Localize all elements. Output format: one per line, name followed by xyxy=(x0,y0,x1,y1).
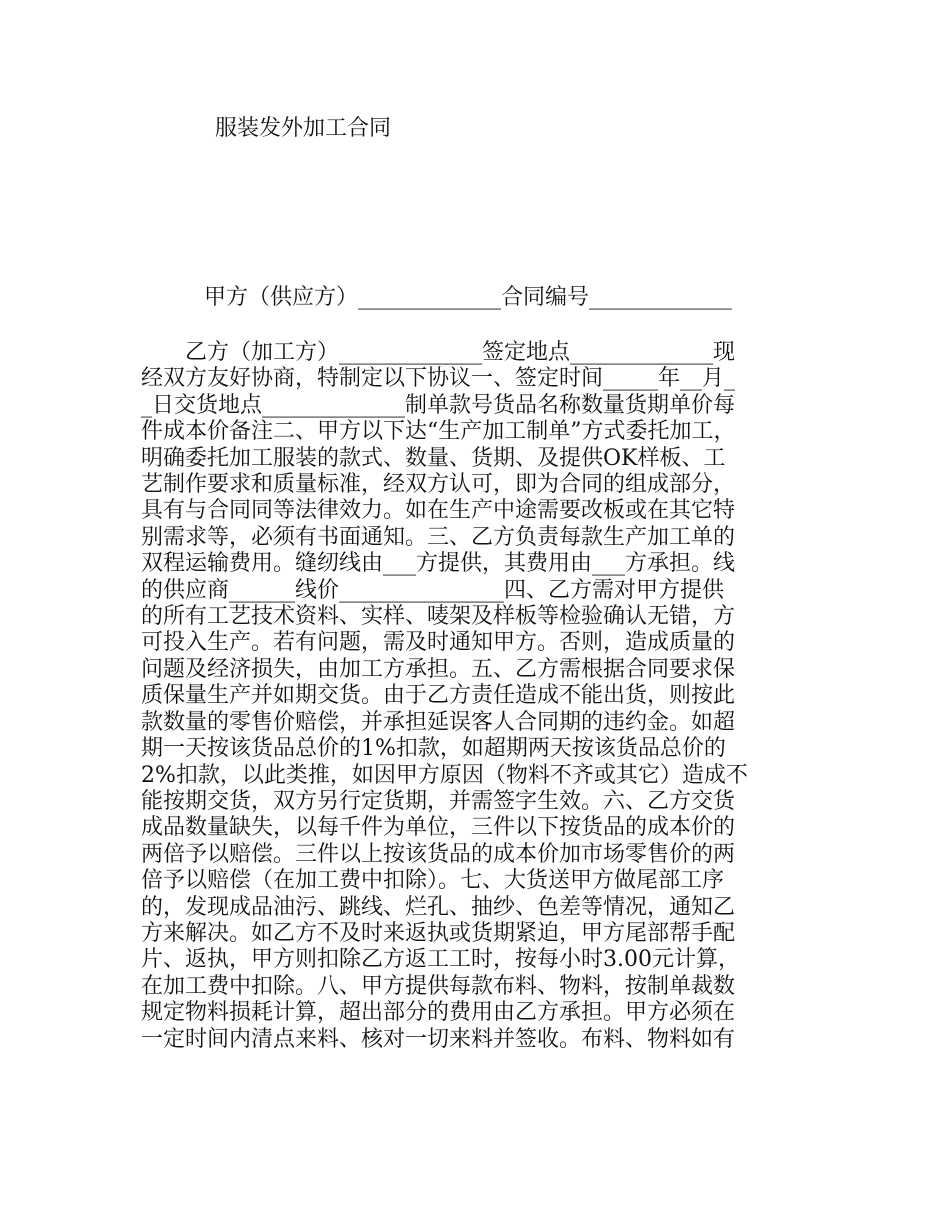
body-line: 双程运输费用。缝纫线由___方提供，其费用由___方承担。线 xyxy=(141,551,736,577)
body-line: 经双方友好协商，特制定以下协议一、签定时间_____年__月_ xyxy=(141,366,736,392)
body-line: 别需求等，必须有书面通知。三、乙方负责每款生产加工单的 xyxy=(141,524,736,550)
body-line: 质保量生产并如期交货。由于乙方责任造成不能出货，则按此 xyxy=(141,683,736,709)
body-line: 问题及经济损失，由加工方承担。五、乙方需根据合同要求保 xyxy=(141,656,736,682)
body-line: 规定物料损耗计算，超出部分的费用由乙方承担。甲方必须在 xyxy=(141,1000,736,1026)
body-line: 乙方（加工方）_____________签定地点_____________现 xyxy=(141,340,736,365)
body-line: 的供应商______线价_______________四、乙方需对甲方提供 xyxy=(141,577,725,603)
party-a-line: 甲方（供应方）_____________合同编号_____________ xyxy=(204,285,733,310)
body-line: 片、返执，甲方则扣除乙方返工工时，按每小时3.00元计算， xyxy=(141,947,740,973)
body-line: 两倍予以赔偿。三件以上按该货品的成本价加市场零售价的两 xyxy=(141,841,736,867)
body-line: 具有与合同同等法律效力。如在生产中途需要改板或在其它特 xyxy=(141,498,736,524)
body-line: 可投入生产。若有问题，需及时通知甲方。否则，造成质量的 xyxy=(141,630,736,656)
body-line: 艺制作要求和质量标准，经双方认可，即为合同的组成部分， xyxy=(141,472,736,498)
body-line: 一定时间内清点来料、核对一切来料并签收。布料、物料如有 xyxy=(141,1026,736,1052)
body-line: 在加工费中扣除。八、甲方提供每款布料、物料，按制单裁数 xyxy=(141,973,736,999)
body-line: 能按期交货，双方另行定货期，并需签字生效。六、乙方交货 xyxy=(141,788,736,814)
body-line: 件成本价备注二、甲方以下达“生产加工制单”方式委托加工， xyxy=(141,419,736,445)
body-line: 方来解决。如乙方不及时来返执或货期紧迫，甲方尾部帮手配 xyxy=(141,920,736,946)
body-line: 倍予以赔偿（在加工费中扣除）。七、大货送甲方做尾部工序 xyxy=(141,868,725,894)
body-line: 成品数量缺失，以每千件为单位，三件以下按货品的成本价的 xyxy=(141,815,736,841)
body-line: 2%扣款，以此类推，如因甲方原因（物料不齐或其它）造成不 xyxy=(141,762,748,788)
body-line: 的，发现成品油污、跳线、烂孔、抽纱、色差等情况，通知乙 xyxy=(141,894,736,920)
body-line: 款数量的零售价赔偿，并承担延误客人合同期的违约金。如超 xyxy=(141,709,736,735)
body-line: 的所有工艺技术资料、实样、唛架及样板等检验确认无错，方 xyxy=(141,604,736,630)
contract-body xyxy=(141,340,821,1053)
body-line: _日交货地点_____________制单款号货品名称数量货期单价每 xyxy=(141,392,736,418)
body-line: 期一天按该货品总价的1%扣款，如超期两天按该货品总价的 xyxy=(141,736,726,762)
body-line: 明确委托加工服装的款式、数量、货期、及提供OK样板、工 xyxy=(141,445,726,471)
document-title: 服装发外加工合同 xyxy=(215,116,392,141)
